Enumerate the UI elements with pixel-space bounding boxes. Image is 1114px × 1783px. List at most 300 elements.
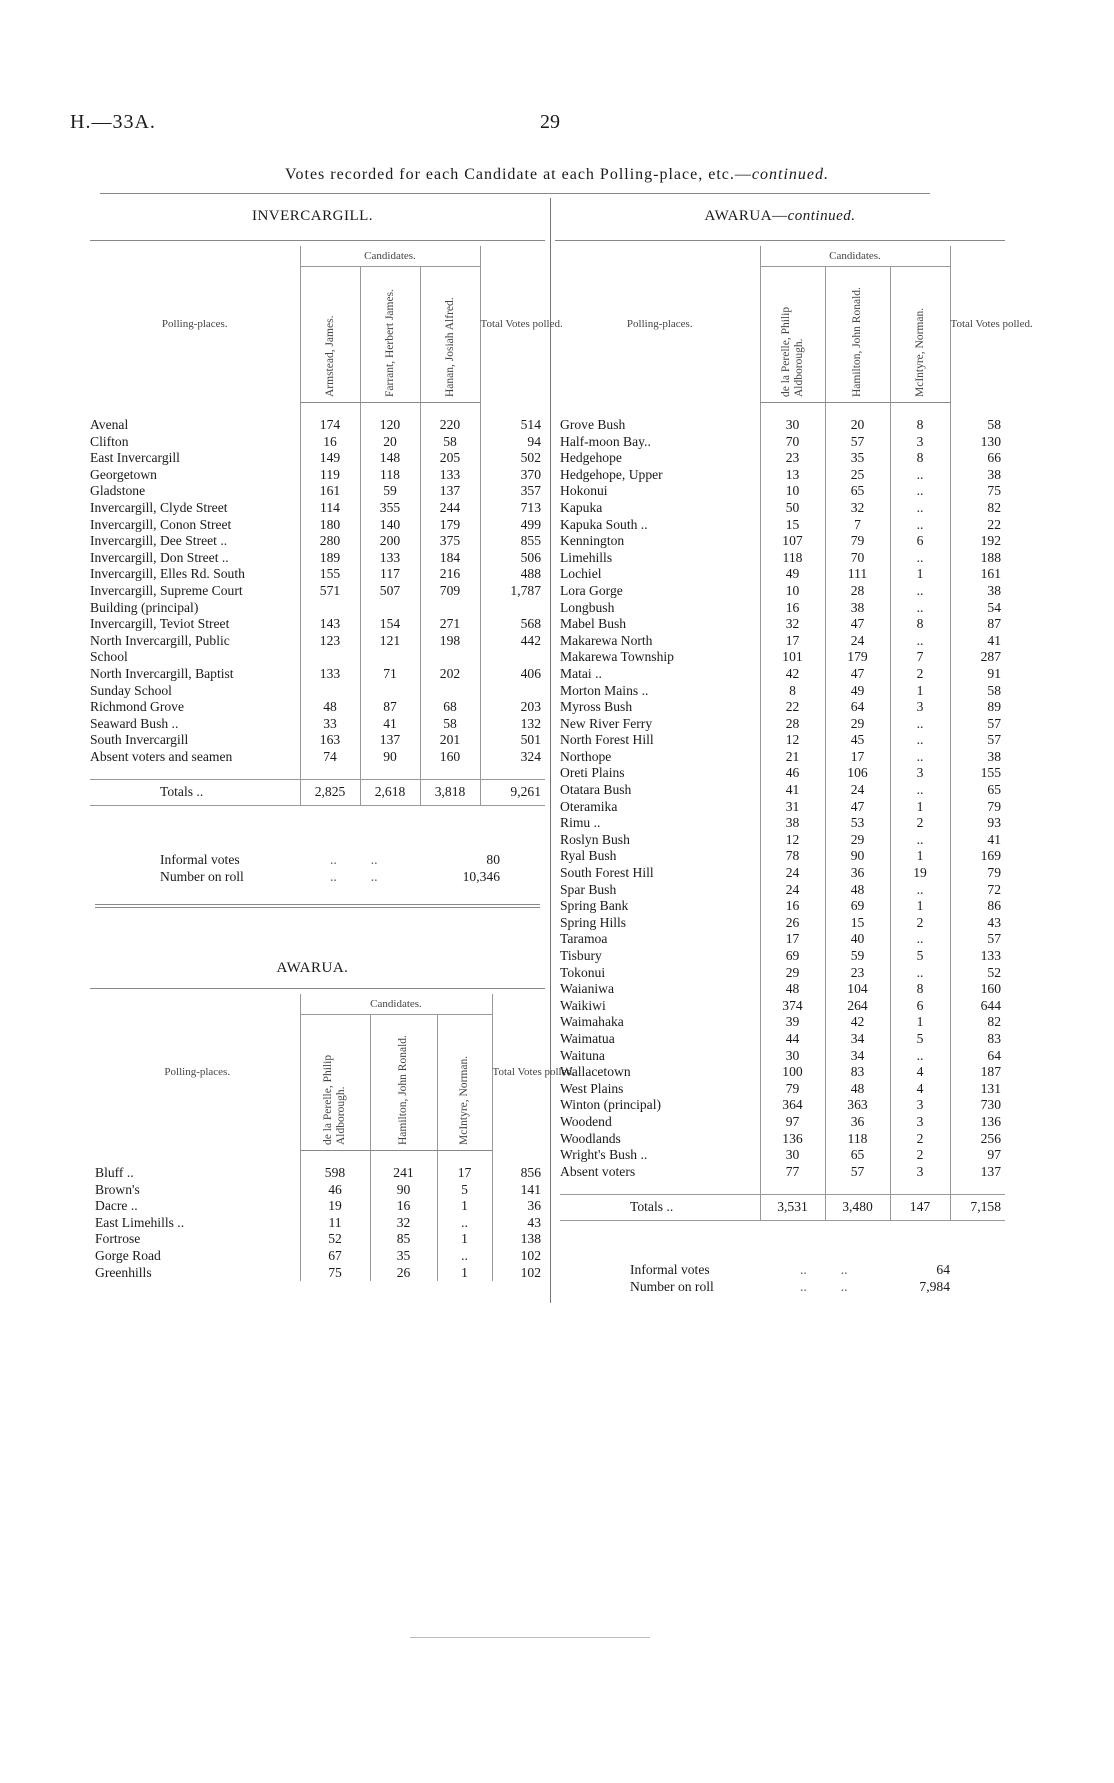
total-votes: 94 [480,434,545,451]
vote-count: 42 [760,666,825,683]
candidate-header [300,1015,370,1151]
polling-place: School [90,649,128,665]
vote-count: 71 [360,666,420,683]
table-row [560,483,1005,500]
vote-count: .. [890,467,950,484]
awarua-top-rule [90,988,545,989]
vote-count: 78 [760,848,825,865]
polling-place: Gorge Road [95,1247,161,1263]
candidate-header [890,267,950,403]
vote-count: 29 [760,965,825,982]
total-votes: 72 [950,882,1005,899]
total-votes: 644 [950,998,1005,1015]
table-row [560,998,1005,1015]
vote-count: 189 [300,550,360,567]
vote-count: 79 [825,533,890,550]
page-reference: H.—33A. [70,111,156,133]
total-votes: 22 [950,517,1005,534]
total-votes-header: Total Votes polled. [950,246,1005,403]
vote-count: 17 [437,1165,492,1182]
vote-count: 41 [360,716,420,733]
vote-count: 85 [370,1231,437,1248]
total-votes: 132 [480,716,545,733]
polling-place: Invercargill, Elles Rd. South [90,566,245,582]
invercargill-table [90,246,563,806]
total-count: 3,818 [420,780,480,806]
polling-place: Invercargill, Dee Street .. [90,533,228,549]
vote-count: 2 [890,815,950,832]
polling-place: Ryal Bush [560,848,617,864]
polling-place: Seaward Bush .. [90,715,179,731]
vote-count: 30 [760,1048,825,1065]
total-votes: 287 [950,649,1005,666]
vote-count: 59 [360,483,420,500]
vote-count: 8 [890,417,950,434]
polling-place: Invercargill, Don Street .. [90,549,229,565]
grand-total: 9,261 [480,780,545,806]
total-votes: 514 [480,417,545,434]
total-votes: 256 [950,1131,1005,1148]
candidates-header: Candidates. [760,246,950,267]
vote-count: 52 [300,1231,370,1248]
vote-count: 24 [760,865,825,882]
vote-count: 205 [420,450,480,467]
vote-count [360,683,420,700]
table-row [560,1114,1005,1131]
vote-count: 17 [760,931,825,948]
table-row [560,417,1005,434]
total-votes: 38 [950,583,1005,600]
vote-count: .. [890,716,950,733]
total-votes: 82 [950,1014,1005,1031]
vote-count: 17 [825,749,890,766]
vote-count: 179 [825,649,890,666]
vote-count: 154 [360,616,420,633]
polling-place: Rimu .. [560,815,601,831]
table-row [90,649,545,666]
vote-count: 65 [825,1147,890,1164]
vote-count: 67 [300,1248,370,1265]
polling-places-header: Polling-places. [626,317,693,330]
table-row [560,517,1005,534]
awarua-continued-title-main: AWARUA— [704,208,788,224]
total-votes: 82 [950,500,1005,517]
vote-count: 3 [890,1114,950,1131]
vote-count: 44 [760,1031,825,1048]
vote-count: 163 [300,732,360,749]
vote-count: 79 [760,1081,825,1098]
polling-place: Winton (principal) [560,1097,661,1113]
polling-place: Richmond Grove [90,699,185,715]
vote-count: .. [890,782,950,799]
vote-count: 58 [420,716,480,733]
table-row [560,749,1005,766]
total-votes: 856 [492,1165,545,1182]
table-row [560,915,1005,932]
vote-count: 160 [420,749,480,766]
vote-count: 58 [420,434,480,451]
vote-count: 29 [825,716,890,733]
vote-count [300,600,360,617]
polling-place: West Plains [560,1080,624,1096]
vote-count: 3 [890,699,950,716]
total-votes: 169 [950,848,1005,865]
invercargill-footer-dots: .. .. .. .. [330,852,378,884]
vote-count: 2 [890,1131,950,1148]
polling-place: Waikiwi [560,997,606,1013]
total-votes: 488 [480,566,545,583]
vote-count: 220 [420,417,480,434]
vote-count: 19 [300,1198,370,1215]
polling-place: Avenal [90,417,129,432]
total-votes: 133 [950,948,1005,965]
vote-count: .. [437,1248,492,1265]
vote-count: .. [890,583,950,600]
vote-count: 90 [370,1182,437,1199]
vote-count: 264 [825,998,890,1015]
table-row [560,865,1005,882]
polling-place: Sunday School [90,682,172,698]
candidate-header [420,267,480,403]
informal-votes-value: 64 [936,1262,950,1277]
vote-count: 48 [825,882,890,899]
polling-place: Invercargill, Conon Street [90,516,232,532]
table-row [560,948,1005,965]
total-votes: 54 [950,600,1005,617]
vote-count: 174 [300,417,360,434]
vote-count: 90 [825,848,890,865]
vote-count: 36 [825,1114,890,1131]
polling-place: Limehills [560,549,613,565]
table-row [560,616,1005,633]
vote-count: 57 [825,1164,890,1181]
candidate-name: de la Perelle, Philip Aldborough. [779,306,805,397]
polling-place: Waimahaka [560,1014,624,1030]
vote-count [360,600,420,617]
vote-count: 709 [420,583,480,600]
total-count: 2,618 [360,780,420,806]
table-row [560,1131,1005,1148]
vote-count: 57 [825,434,890,451]
vote-count: 64 [825,699,890,716]
awarua-continued-title-italic: continued. [787,208,856,224]
vote-count: 1 [890,566,950,583]
polling-place: Absent voters [560,1163,636,1179]
total-votes-header: Total Votes polled. [492,994,545,1151]
vote-count: 12 [760,832,825,849]
total-votes: 141 [492,1182,545,1199]
candidate-header [825,267,890,403]
total-votes: 83 [950,1031,1005,1048]
vote-count: 133 [300,666,360,683]
vote-count: 49 [760,566,825,583]
candidate-header [370,1015,437,1151]
table-row [95,1248,545,1265]
table-row [560,600,1005,617]
vote-count: .. [890,732,950,749]
table-row [90,550,545,567]
polling-places-header: Polling-places. [161,317,228,330]
vote-count: 184 [420,550,480,567]
table-row [90,633,545,650]
polling-place: Oreti Plains [560,765,625,781]
table-row [560,1064,1005,1081]
vote-count: 101 [760,649,825,666]
total-votes-header: Total Votes polled. [480,246,545,403]
vote-count: 26 [760,915,825,932]
vote-count: .. [890,633,950,650]
vote-count: 70 [760,434,825,451]
table-row [90,699,545,716]
total-votes: 41 [950,633,1005,650]
total-count: 147 [890,1195,950,1221]
table-row [560,1081,1005,1098]
polling-place: Lora Gorge [560,582,623,598]
vote-count: 83 [825,1064,890,1081]
total-votes: 87 [950,616,1005,633]
total-count: 3,480 [825,1195,890,1221]
vote-count: 7 [825,517,890,534]
table-row [90,616,545,633]
candidate-name: Hamilton, John Ronald. [851,287,863,397]
table-row [90,533,545,550]
vote-count: 155 [300,566,360,583]
vote-count [300,649,360,666]
polling-place: Kapuka South .. [560,516,648,532]
vote-count: 69 [760,948,825,965]
polling-place: Kapuka [560,499,603,515]
vote-count: 374 [760,998,825,1015]
polling-place: Mabel Bush [560,616,627,632]
vote-count: 17 [760,633,825,650]
candidates-header: Candidates. [300,246,480,267]
vote-count: 21 [760,749,825,766]
awarua-footer-dots: .. .. .. .. [800,1262,848,1294]
polling-place: Woodlands [560,1130,621,1146]
table-row [560,732,1005,749]
polling-place: South Forest Hill [560,865,654,881]
polling-place: Hedgehope [560,450,622,466]
polling-place: Matai .. [560,665,602,681]
total-votes: 41 [950,832,1005,849]
total-votes: 138 [492,1231,545,1248]
vote-count: 1 [437,1231,492,1248]
table-row [90,566,545,583]
table-row [90,749,545,766]
total-votes: 93 [950,815,1005,832]
invercargill-title: INVERCARGILL. [251,208,374,224]
total-votes: 370 [480,467,545,484]
vote-count: .. [890,517,950,534]
total-votes: 188 [950,550,1005,567]
vote-count: .. [437,1215,492,1232]
vote-count: 15 [825,915,890,932]
candidate-name: McIntyre, Norman. [913,307,926,397]
polling-place: Longbush [560,599,615,615]
vote-count: 3 [890,1164,950,1181]
table-row [90,450,545,467]
vote-count: 363 [825,1097,890,1114]
table-row [560,566,1005,583]
section-rule [95,904,540,905]
awarua-table [95,994,575,1281]
vote-count: 1 [890,683,950,700]
total-votes: 75 [950,483,1005,500]
vote-count: 5 [890,1031,950,1048]
vote-count: 16 [760,600,825,617]
vote-count: 8 [890,450,950,467]
table-row [560,550,1005,567]
vote-count: 11 [300,1215,370,1232]
vote-count [420,649,480,666]
vote-count: 59 [825,948,890,965]
vote-count: 100 [760,1064,825,1081]
total-votes: 36 [492,1198,545,1215]
polling-place: New River Ferry [560,715,653,731]
polling-place: Taramoa [560,931,608,947]
vote-count: 46 [760,765,825,782]
polling-place: Invercargill, Teviot Street [90,616,230,632]
vote-count: 201 [420,732,480,749]
vote-count: 202 [420,666,480,683]
candidate-header [437,1015,492,1151]
total-votes: 160 [950,981,1005,998]
polling-place: Lochiel [560,566,602,582]
vote-count: 364 [760,1097,825,1114]
table-row [90,500,545,517]
total-votes: 102 [492,1265,545,1282]
number-on-roll-value: 10,346 [462,868,500,884]
vote-count: 5 [890,948,950,965]
polling-place: Myross Bush [560,699,633,715]
polling-place: Clifton [90,433,129,449]
vote-count: 3 [890,434,950,451]
polling-place: Gladstone [90,483,146,499]
number-on-roll-value: 7,984 [919,1278,950,1294]
vote-count: 31 [760,799,825,816]
table-row [560,1097,1005,1114]
polling-place: Absent voters and seamen [90,748,233,764]
invercargill-footer-labels [160,852,244,885]
candidate-name: Armstead, James. [323,315,336,397]
total-votes: 855 [480,533,545,550]
total-votes: 137 [950,1164,1005,1181]
vote-count: 35 [370,1248,437,1265]
polling-place: Hedgehope, Upper [560,466,663,482]
total-votes: 187 [950,1064,1005,1081]
vote-count: 598 [300,1165,370,1182]
vote-count: 24 [825,782,890,799]
page-number: 29 [540,111,560,133]
total-votes: 102 [492,1248,545,1265]
vote-count: 40 [825,931,890,948]
vote-count: 137 [360,732,420,749]
vote-count: 179 [420,517,480,534]
total-votes: 442 [480,633,545,650]
table-row [560,965,1005,982]
vote-count: .. [890,600,950,617]
awarua-continued-top-rule [555,240,1005,241]
table-row [560,583,1005,600]
vote-count: 114 [300,500,360,517]
vote-count: 97 [760,1114,825,1131]
vote-count [420,683,480,700]
awarua-continued-table [560,246,1033,1221]
polling-place: Hokonui [560,483,608,499]
polling-place: Bluff .. [95,1165,134,1180]
polling-place: North Invercargill, Baptist [90,665,234,681]
vote-count: 200 [360,533,420,550]
table-row [90,600,545,617]
vote-count: 53 [825,815,890,832]
vote-count: 137 [420,483,480,500]
table-row [90,683,545,700]
total-count: 2,825 [300,780,360,806]
totals-label: Totals .. [560,1195,760,1221]
polling-places-header: Polling-places. [164,1065,231,1078]
vote-count: 7 [890,649,950,666]
vote-count: 24 [825,633,890,650]
polling-place: Spar Bush [560,881,617,897]
vote-count: 118 [360,467,420,484]
vote-count: 15 [760,517,825,534]
vote-count: 16 [760,898,825,915]
total-votes: 136 [950,1114,1005,1131]
vote-count: 118 [760,550,825,567]
candidate-name: Farrant, Herbert James. [383,289,396,397]
vote-count: 38 [825,600,890,617]
polling-place: Invercargill, Clyde Street [90,499,228,515]
title-main: Votes recorded for each Candidate at each Polling-place, etc.— [285,166,752,183]
table-row [560,649,1005,666]
table-row [560,931,1005,948]
vote-count: 16 [370,1198,437,1215]
informal-votes-label: Informal votes [160,852,240,867]
total-votes [480,649,545,666]
vote-count: 47 [825,666,890,683]
total-votes: 730 [950,1097,1005,1114]
polling-place: Roslyn Bush [560,831,630,847]
total-votes: 161 [950,566,1005,583]
polling-place: South Invercargill [90,732,189,748]
vote-count: 23 [825,965,890,982]
total-votes [480,600,545,617]
polling-place: Waianiwa [560,981,615,997]
table-row [95,1215,545,1232]
vote-count: 36 [825,865,890,882]
vote-count: 65 [825,483,890,500]
total-votes: 324 [480,749,545,766]
total-votes: 192 [950,533,1005,550]
vote-count: 111 [825,566,890,583]
candidate-header [760,267,825,403]
vote-count: 161 [300,483,360,500]
vote-count: 2 [890,666,950,683]
table-row [560,898,1005,915]
total-votes: 97 [950,1147,1005,1164]
vote-count: 28 [825,583,890,600]
vote-count: 375 [420,533,480,550]
polling-place: Waituna [560,1047,605,1063]
table-row [560,699,1005,716]
vote-count: 1 [890,848,950,865]
vote-count: .. [890,1048,950,1065]
awarua-footer-labels [630,1262,714,1295]
vote-count: 13 [760,467,825,484]
vote-count: 2 [890,915,950,932]
vote-count: 133 [420,467,480,484]
vote-count: 22 [760,699,825,716]
